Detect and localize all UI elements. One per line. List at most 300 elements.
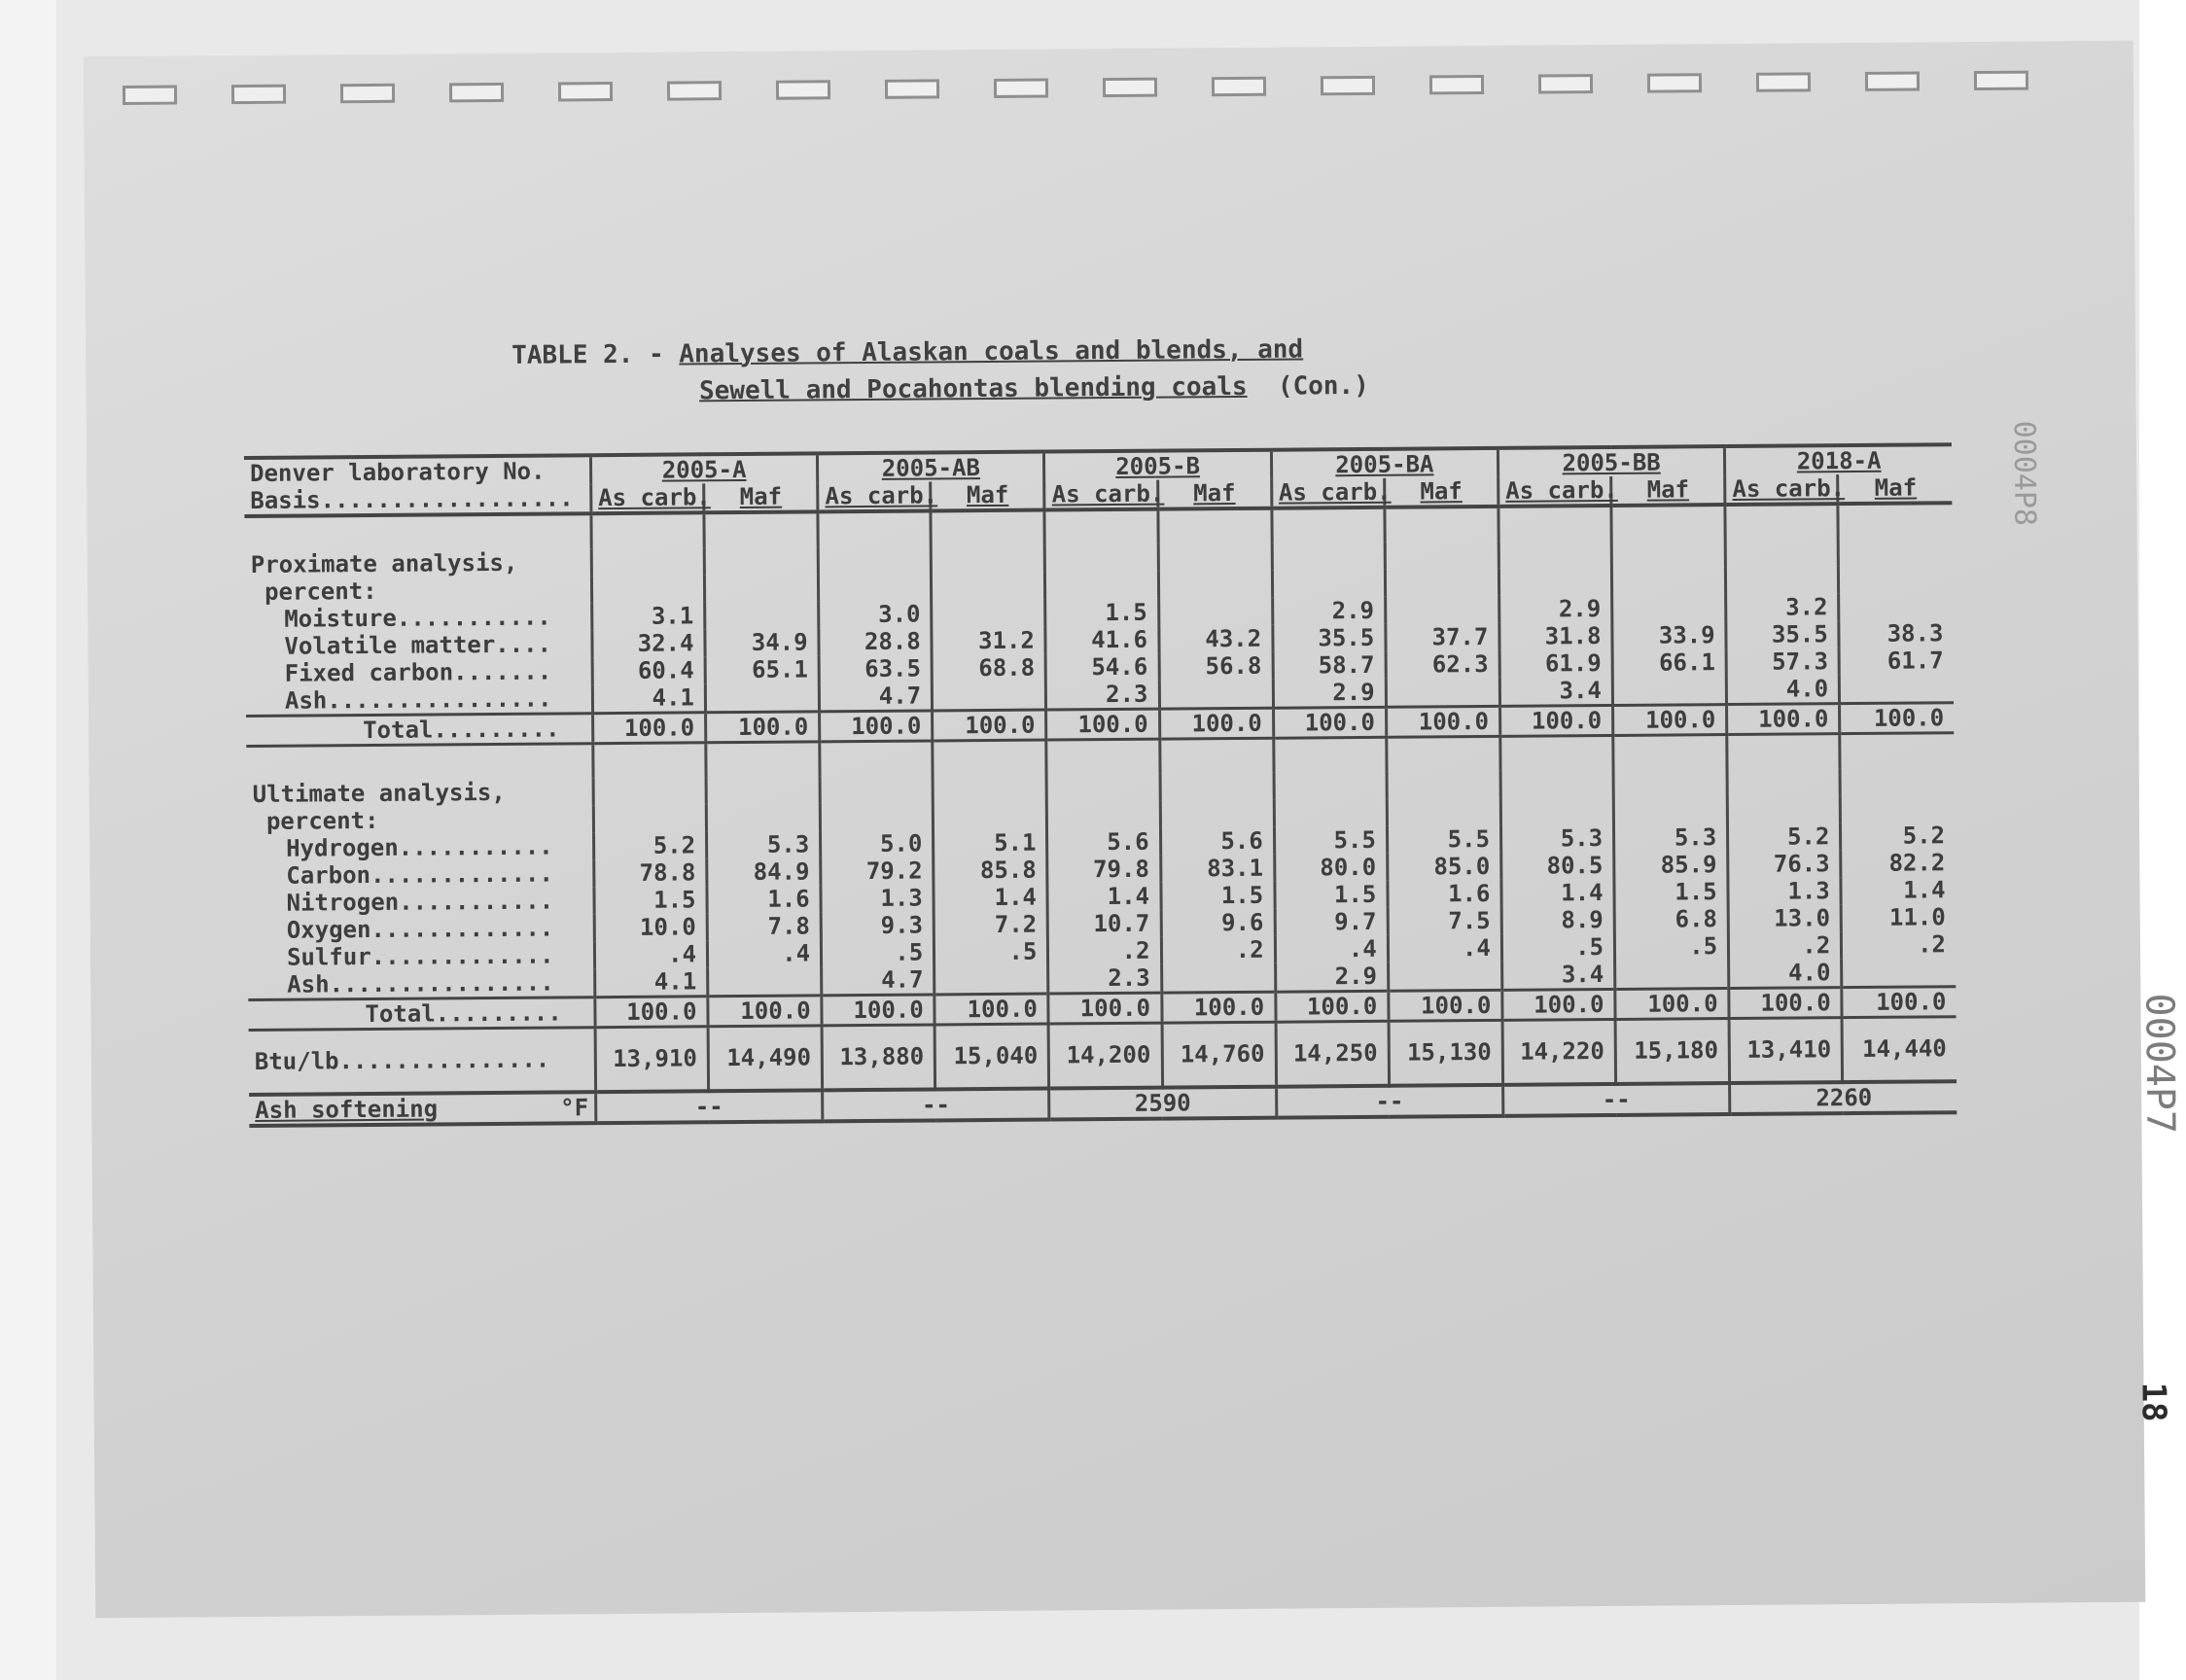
- ultimate-label: Hydrogen...........: [286, 832, 553, 862]
- btu-value: 15,130: [1389, 1020, 1503, 1085]
- ultimate-value: 1.4: [934, 884, 1047, 912]
- basis-as-carb: As carb.: [1271, 478, 1384, 508]
- ultimate-value: 85.9: [1614, 851, 1728, 879]
- empty-cell: [1838, 538, 1952, 566]
- proximate-label: Volatile matter....: [284, 630, 552, 660]
- ultimate-value: [1615, 960, 1729, 989]
- analysis-table: [244, 442, 1957, 1127]
- basis-as-carb: As carb.: [1044, 480, 1157, 510]
- btu-value: 13,410: [1729, 1018, 1843, 1083]
- ultimate-value: 1.6: [707, 885, 821, 913]
- btu-value: 14,250: [1276, 1021, 1390, 1086]
- total-value: 100.0: [820, 711, 933, 742]
- basis-maf: Maf: [1838, 473, 1952, 504]
- total-value: 100.0: [1502, 989, 1615, 1020]
- ultimate-value: 10.0: [594, 913, 707, 941]
- total-value: 100.0: [1159, 708, 1273, 739]
- ash-softening-label: [249, 1092, 596, 1126]
- ultimate-value: 5.3: [707, 830, 821, 858]
- empty-cell: [1160, 800, 1274, 828]
- empty-cell: [819, 573, 932, 601]
- spacer-cell: [818, 510, 931, 546]
- empty-cell: [1272, 570, 1385, 598]
- total-value: 100.0: [822, 995, 934, 1026]
- empty-cell: [1841, 794, 1955, 822]
- ultimate-value: 2.9: [1275, 962, 1388, 992]
- ultimate-value: 84.9: [707, 858, 821, 886]
- proximate-label: Moisture...........: [284, 603, 551, 633]
- title-line-1: Analyses of Alaskan coals and blends, and: [679, 334, 1304, 369]
- empty-cell: [820, 802, 933, 830]
- spacer-label: [244, 513, 591, 551]
- ultimate-value: 1.6: [1388, 880, 1501, 908]
- ash-softening-value: --: [823, 1088, 1049, 1121]
- ultimate-value: 4.0: [1729, 959, 1842, 988]
- empty-cell: [932, 573, 1045, 601]
- ultimate-value: 5.2: [1841, 822, 1955, 850]
- proximate-value: [1385, 596, 1498, 624]
- proximate-value: 2.9: [1499, 595, 1612, 623]
- perforation-slot: [1647, 73, 1702, 92]
- section-heading: Ultimate analysis,: [252, 778, 506, 808]
- empty-cell: [1727, 795, 1840, 823]
- perforation-slot: [1756, 72, 1811, 91]
- total-value: 100.0: [1842, 987, 1956, 1018]
- empty-cell: [933, 775, 1046, 803]
- ash-softening-value: --: [595, 1090, 823, 1123]
- ultimate-value: 1.4: [1841, 876, 1955, 904]
- empty-cell: [1727, 768, 1840, 796]
- proximate-value: 33.9: [1612, 621, 1726, 649]
- ultimate-value: [1388, 962, 1501, 991]
- basis-maf: Maf: [1157, 479, 1271, 509]
- ultimate-value: 13.0: [1728, 904, 1841, 932]
- proximate-value: 66.1: [1612, 648, 1726, 677]
- spacer-cell: [1613, 735, 1727, 770]
- perforation-slot: [1212, 77, 1266, 96]
- spacer-cell: [1159, 738, 1273, 773]
- proximate-value: 2.9: [1273, 679, 1386, 708]
- empty-cell: [1840, 767, 1954, 795]
- total-value: 100.0: [595, 997, 708, 1028]
- ultimate-value: .2: [1729, 931, 1842, 960]
- basis-label: Basis..................: [244, 484, 591, 516]
- proximate-value: 63.5: [819, 654, 932, 682]
- proximate-value: 58.7: [1273, 651, 1386, 680]
- section-heading: percent:: [264, 577, 377, 606]
- ultimate-label: Nitrogen...........: [286, 887, 554, 917]
- ultimate-value: 1.5: [1614, 878, 1728, 906]
- total-value: 100.0: [1615, 989, 1729, 1020]
- proximate-value: 62.3: [1386, 650, 1499, 679]
- ultimate-value: .4: [1275, 935, 1388, 963]
- ultimate-value: 83.1: [1160, 855, 1274, 883]
- ultimate-value: 85.0: [1388, 853, 1501, 881]
- empty-cell: [820, 775, 933, 803]
- total-value: 100.0: [1840, 703, 1954, 734]
- ultimate-value: .2: [1048, 937, 1161, 965]
- btu-value: 13,910: [595, 1027, 709, 1092]
- total-value: 100.0: [1048, 993, 1161, 1024]
- basis-as-carb: As carb.: [1498, 476, 1611, 507]
- sample-id: 2005-AB: [818, 452, 1044, 483]
- empty-cell: [1045, 572, 1158, 600]
- perforation-slot: [1321, 76, 1375, 95]
- total-value: 100.0: [592, 713, 705, 744]
- empty-cell: [1387, 798, 1500, 826]
- ultimate-label: Carbon.............: [286, 859, 553, 890]
- basis-as-carb: As carb.: [1725, 474, 1838, 505]
- spacer-cell: [706, 742, 820, 777]
- perforation-slot: [340, 84, 395, 103]
- proximate-value: [705, 682, 819, 712]
- proximate-value: 57.3: [1726, 648, 1839, 676]
- ultimate-value: 5.3: [1500, 824, 1613, 853]
- empty-cell: [1387, 771, 1500, 799]
- spacer-cell: [1727, 734, 1840, 769]
- empty-cell: [706, 803, 820, 831]
- ultimate-value: .2: [1161, 936, 1275, 964]
- empty-cell: [1611, 540, 1725, 568]
- spacer-cell: [593, 743, 706, 778]
- proximate-value: [1840, 674, 1954, 703]
- perforation-slot: [667, 81, 722, 100]
- sample-id: 2005-BA: [1271, 448, 1498, 479]
- ultimate-value: 5.2: [593, 831, 706, 859]
- btu-value: 14,200: [1048, 1023, 1162, 1088]
- empty-cell: [1158, 543, 1272, 572]
- perforation-slot: [994, 79, 1048, 98]
- empty-cell: [1611, 567, 1725, 595]
- proximate-value: 60.4: [592, 656, 705, 684]
- spacer-cell: [1500, 735, 1613, 770]
- ultimate-value: [934, 965, 1048, 995]
- proximate-label: Ash................: [284, 684, 552, 715]
- page-number: 18: [2133, 1382, 2173, 1422]
- title-suffix: (Con.): [1277, 370, 1369, 402]
- ultimate-value: .5: [822, 938, 934, 966]
- ultimate-value: .5: [1501, 933, 1614, 962]
- scan-left-strip: [0, 0, 56, 1680]
- perforation-slot: [449, 83, 504, 102]
- ultimate-value: 82.2: [1841, 849, 1955, 877]
- proximate-value: [705, 601, 819, 629]
- ultimate-value: 1.5: [1275, 881, 1388, 909]
- proximate-value: 68.8: [932, 654, 1045, 682]
- empty-cell: [1725, 539, 1838, 567]
- ultimate-value: .4: [707, 939, 821, 967]
- ultimate-value: [708, 966, 822, 996]
- total-value: 100.0: [1275, 991, 1388, 1022]
- empty-cell: [1272, 542, 1385, 571]
- proximate-value: 43.2: [1158, 625, 1272, 653]
- spacer-cell: [933, 740, 1046, 775]
- ultimate-value: 2.3: [1048, 964, 1161, 994]
- spacer-cell: [931, 510, 1044, 546]
- perforation-slot: [231, 85, 286, 104]
- empty-cell: [1046, 774, 1159, 802]
- ultimate-label: Sulfur.............: [286, 941, 554, 971]
- btu-value: 15,180: [1615, 1019, 1730, 1084]
- ultimate-value: 4.7: [822, 965, 934, 995]
- page-title: [86, 328, 1730, 414]
- ultimate-value: 5.5: [1274, 826, 1387, 855]
- spacer-cell: [1385, 507, 1498, 542]
- perforation-slot: [558, 82, 613, 101]
- ultimate-value: 10.7: [1048, 910, 1161, 938]
- perforation-slot: [1865, 71, 1920, 90]
- btu-value: 14,490: [708, 1026, 823, 1091]
- sample-id: 2005-BB: [1498, 446, 1724, 477]
- ultimate-value: 79.8: [1047, 856, 1160, 884]
- empty-cell: [1045, 544, 1158, 573]
- ultimate-value: [1842, 958, 1956, 987]
- proximate-value: 4.0: [1726, 675, 1839, 704]
- margin-stamp-bottom: 0004P7: [2136, 993, 2183, 1135]
- proximate-value: [1159, 680, 1273, 709]
- proximate-value: 1.5: [1045, 599, 1158, 627]
- proximate-value: 61.9: [1499, 649, 1612, 678]
- empty-cell: [1726, 566, 1839, 594]
- empty-cell: [1158, 571, 1272, 599]
- empty-cell: [1613, 769, 1727, 797]
- proximate-value: 35.5: [1273, 624, 1386, 652]
- btu-label: Btu/lb...............: [254, 1045, 550, 1076]
- proximate-value: [1386, 678, 1499, 707]
- spacer-cell: [1157, 508, 1271, 544]
- perforation-slot: [885, 79, 939, 98]
- total-value: 100.0: [708, 996, 822, 1027]
- spacer-cell: [1273, 737, 1386, 772]
- basis-maf: Maf: [1384, 477, 1498, 508]
- ultimate-value: 1.5: [1160, 882, 1274, 910]
- empty-cell: [706, 776, 820, 804]
- empty-cell: [591, 547, 704, 576]
- lab-number-label: Denver laboratory No.: [244, 455, 591, 487]
- ultimate-value: 5.2: [1728, 822, 1841, 851]
- ash-softening-text: Ash softening: [255, 1094, 439, 1124]
- total-value: 100.0: [706, 712, 820, 743]
- proximate-value: [933, 682, 1046, 711]
- ultimate-value: 7.8: [707, 912, 821, 940]
- ultimate-value: 7.5: [1388, 907, 1501, 935]
- btu-value: 14,220: [1502, 1019, 1616, 1084]
- btu-value: 14,760: [1162, 1022, 1277, 1087]
- ultimate-value: 4.1: [594, 967, 707, 997]
- spacer-cell: [820, 741, 933, 776]
- section-heading: percent:: [265, 806, 379, 835]
- ultimate-value: 5.3: [1614, 823, 1728, 852]
- basis-maf: Maf: [704, 482, 818, 512]
- spacer-cell: [704, 511, 818, 547]
- total-label: Total.........: [248, 998, 595, 1031]
- title-prefix: TABLE 2. -: [511, 339, 680, 370]
- proximate-value: 4.1: [592, 683, 705, 713]
- total-value: 100.0: [1161, 992, 1275, 1023]
- ash-softening-value: --: [1276, 1084, 1502, 1117]
- proximate-value: [1612, 594, 1726, 622]
- title-line-2: Sewell and Pocahontas blending coals: [698, 371, 1248, 406]
- proximate-value: 56.8: [1159, 652, 1273, 681]
- total-value: 100.0: [1273, 707, 1386, 738]
- spacer-cell: [1272, 508, 1385, 543]
- spacer-cell: [591, 512, 704, 548]
- ultimate-value: 5.1: [934, 829, 1047, 858]
- document-sheet: [84, 41, 2183, 1619]
- ultimate-value: 76.3: [1728, 850, 1841, 878]
- spacer-cell: [1838, 503, 1952, 539]
- empty-cell: [1047, 801, 1160, 829]
- ultimate-value: 8.9: [1501, 906, 1614, 934]
- sample-id: 2018-A: [1725, 444, 1953, 475]
- proximate-value: 37.7: [1386, 623, 1499, 651]
- total-value: 100.0: [933, 710, 1046, 741]
- ultimate-value: .2: [1842, 930, 1956, 959]
- total-value: 100.0: [1613, 705, 1727, 736]
- empty-cell: [1385, 542, 1498, 570]
- section-heading: Proximate analysis,: [250, 548, 518, 578]
- ash-softening-value: 2260: [1730, 1081, 1957, 1114]
- perforation-slot: [1103, 78, 1157, 97]
- proximate-value: 4.7: [819, 682, 932, 711]
- ultimate-label: Oxygen.............: [286, 914, 554, 944]
- total-value: 100.0: [1046, 709, 1159, 740]
- ultimate-value: 78.8: [594, 858, 707, 887]
- ultimate-value: 9.3: [821, 911, 934, 939]
- ultimate-value: 11.0: [1841, 903, 1955, 931]
- empty-cell: [704, 574, 818, 602]
- proximate-value: 41.6: [1045, 626, 1158, 654]
- ultimate-value: 6.8: [1614, 905, 1728, 933]
- spacer-cell: [1725, 504, 1838, 540]
- ultimate-value: .4: [594, 940, 707, 968]
- ash-softening-unit: °F: [560, 1093, 589, 1121]
- perforation-slot: [1974, 71, 2028, 90]
- ultimate-value: [1161, 963, 1275, 993]
- proximate-value: 35.5: [1726, 620, 1839, 648]
- perforation-slot: [1429, 75, 1484, 94]
- ultimate-value: .5: [1614, 932, 1728, 961]
- btu-value: 14,440: [1842, 1017, 1957, 1082]
- total-value: 100.0: [934, 994, 1048, 1025]
- basis-as-carb: As carb.: [591, 483, 704, 513]
- ash-softening-value: --: [1502, 1083, 1729, 1116]
- ultimate-value: 1.3: [1728, 877, 1841, 905]
- proximate-value: 61.7: [1839, 647, 1953, 675]
- total-value: 100.0: [1386, 706, 1499, 737]
- proximate-value: [1612, 676, 1726, 705]
- proximate-value: 2.9: [1272, 597, 1385, 625]
- analysis-table-container: [244, 442, 1957, 1127]
- ultimate-value: 5.5: [1387, 825, 1500, 854]
- empty-cell: [1500, 797, 1613, 825]
- sample-id: 2005-A: [590, 453, 817, 484]
- spacer-cell: [1840, 733, 1954, 768]
- spacer-label: [246, 744, 593, 781]
- empty-cell: [704, 546, 818, 575]
- ultimate-value: 85.8: [934, 857, 1047, 885]
- proximate-value: 31.2: [932, 627, 1045, 655]
- proximate-value: 31.8: [1499, 622, 1612, 650]
- total-value: 100.0: [1727, 704, 1840, 735]
- ultimate-value: 5.0: [821, 829, 934, 858]
- proximate-label: Fixed carbon.......: [284, 657, 552, 687]
- sample-id: 2005-B: [1044, 450, 1271, 481]
- spacer-cell: [1044, 509, 1157, 545]
- ultimate-value: .5: [934, 938, 1048, 966]
- ultimate-label: Ash................: [287, 968, 554, 998]
- proximate-value: 38.3: [1839, 619, 1953, 648]
- proximate-value: 32.4: [592, 629, 705, 657]
- proximate-value: [1158, 598, 1272, 626]
- ultimate-value: 9.7: [1275, 908, 1388, 936]
- ultimate-value: 1.5: [594, 886, 707, 914]
- spacer-cell: [1046, 739, 1159, 774]
- proximate-value: 54.6: [1045, 653, 1158, 682]
- btu-value: 13,880: [822, 1025, 935, 1090]
- empty-cell: [818, 545, 931, 574]
- empty-cell: [1839, 565, 1953, 593]
- ultimate-value: 79.2: [821, 857, 934, 885]
- perforation-slot: [776, 80, 830, 99]
- total-label: Total.........: [246, 714, 593, 747]
- empty-cell: [1160, 773, 1274, 801]
- btu-value: 15,040: [934, 1024, 1049, 1089]
- empty-cell: [1498, 568, 1611, 596]
- proximate-value: 28.8: [819, 627, 932, 655]
- empty-cell: [593, 777, 706, 805]
- empty-cell: [1498, 541, 1611, 569]
- ultimate-value: 7.2: [934, 911, 1047, 939]
- ultimate-value: 5.6: [1160, 827, 1274, 856]
- basis-as-carb: As carb.: [818, 481, 931, 511]
- ash-softening-value: 2590: [1049, 1086, 1277, 1119]
- total-value: 100.0: [1499, 705, 1612, 736]
- ultimate-value: 80.0: [1274, 854, 1387, 882]
- proximate-value: 2.3: [1046, 681, 1159, 710]
- margin-stamp-top: 0004P8: [2006, 420, 2042, 527]
- proximate-value: 3.0: [819, 600, 932, 628]
- spacer-cell: [1387, 736, 1500, 771]
- empty-cell: [593, 804, 706, 832]
- empty-cell: [1274, 772, 1387, 800]
- proximate-value: 65.1: [705, 655, 819, 683]
- proximate-value: [932, 600, 1045, 628]
- empty-cell: [1385, 569, 1498, 597]
- ultimate-value: 1.3: [821, 884, 934, 912]
- total-value: 100.0: [1389, 990, 1502, 1021]
- ultimate-value: 1.4: [1501, 879, 1614, 907]
- empty-cell: [1500, 770, 1613, 798]
- total-value: 100.0: [1729, 988, 1842, 1019]
- proximate-value: [1839, 592, 1953, 620]
- empty-cell: [1613, 796, 1727, 824]
- perforation-slot: [123, 86, 177, 105]
- basis-maf: Maf: [1611, 475, 1725, 506]
- empty-cell: [931, 545, 1044, 574]
- ultimate-value: 80.5: [1501, 852, 1614, 880]
- proximate-value: 3.2: [1726, 593, 1839, 621]
- ultimate-value: .4: [1388, 934, 1501, 962]
- empty-cell: [591, 575, 704, 603]
- proximate-value: 34.9: [705, 628, 819, 656]
- ultimate-value: 5.6: [1047, 828, 1160, 857]
- empty-cell: [934, 802, 1047, 830]
- spacer-cell: [1611, 505, 1725, 541]
- basis-maf: Maf: [931, 481, 1044, 511]
- ultimate-value: 1.4: [1047, 883, 1160, 911]
- empty-cell: [1274, 799, 1387, 827]
